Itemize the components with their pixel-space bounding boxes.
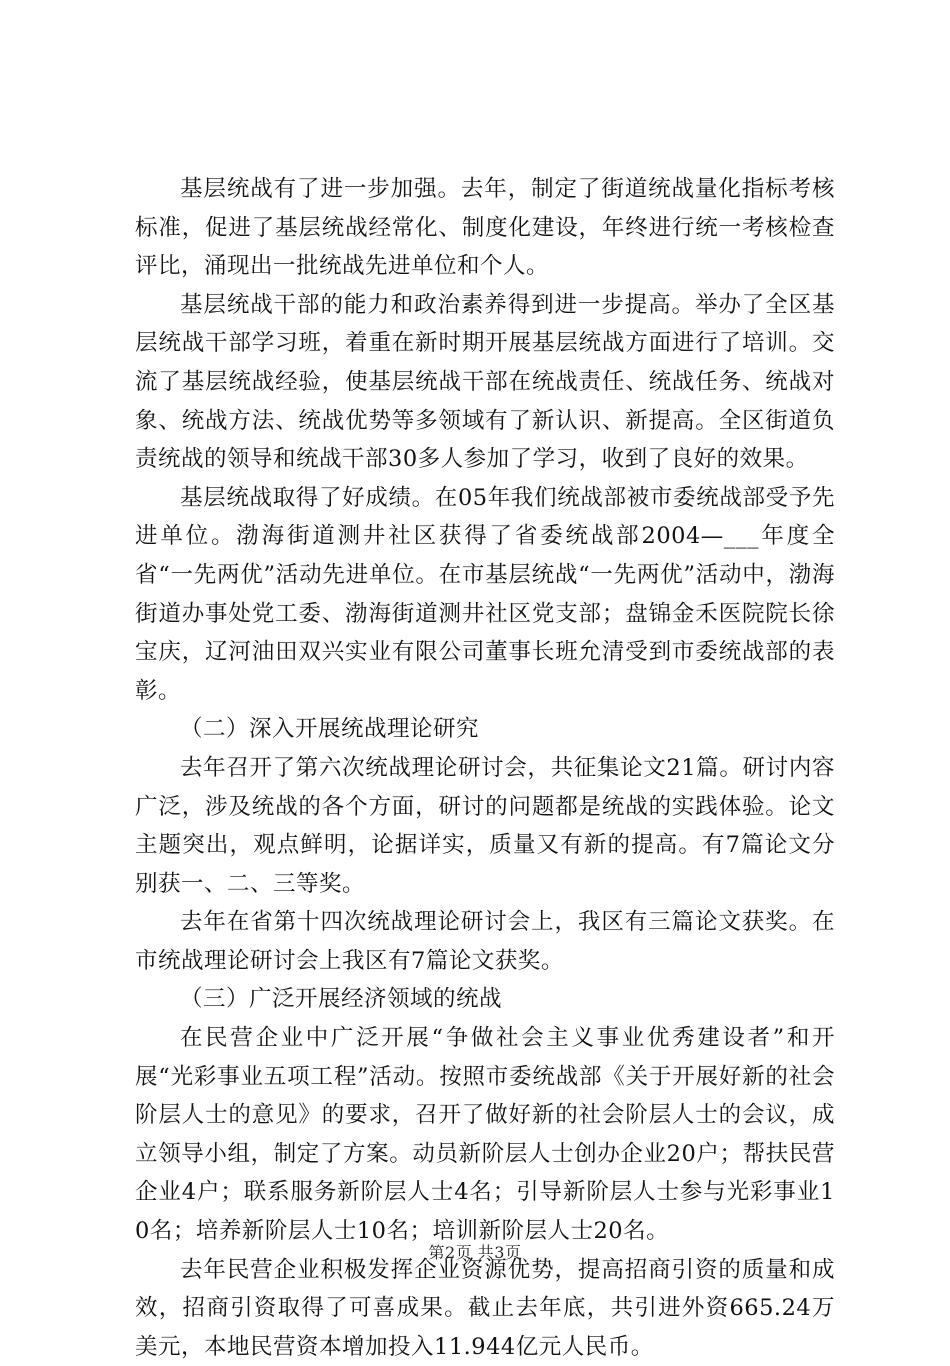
paragraph-investment: 去年民营企业积极发挥企业资源优势，提高招商引资的质量和成效，招商引资取得了可喜成果。截止去年底，共引进外资665.24万美元，本地民营资本增加投入11.944亿元人民币。	[135, 1256, 835, 1360]
paragraph-private-enterprise: 在民营企业中广泛开展“争做社会主义事业优秀建设者”和开展“光彩事业五项工程”活动。按照市委统战部《关于开展好新的社会阶层人士的意见》的要求，召开了做好新的社会阶层人士的会议，成立领导小组，制定了方案。动员新阶层人士创办企业20户；帮扶民营企业4户；联系服务新阶层人士4名；引导新阶层人士参与光彩事业10名；培养新阶层人士10名；培训新阶层人士20名。	[135, 1025, 835, 1245]
page-number-footer: 第2页 共3页	[428, 1243, 522, 1262]
section-heading-economic-field: （三）广泛开展经济领域的统战	[180, 986, 503, 1013]
paragraph-grassroots-strengthened: 基层统战有了进一步加强。去年，制定了街道统战量化指标考核标准，促进了基层统战经常化、制度化建设，年终进行统一考核检查评比，涌现出一批统战先进单位和个人。	[135, 176, 835, 280]
paragraph-provincial-awards: 去年在省第十四次统战理论研讨会上，我区有三篇论文获奖。在市统战理论研讨会上我区有7篇论文获奖。	[135, 909, 835, 974]
document-body	[135, 170, 835, 1366]
section-heading-theory-research: （二）深入开展统战理论研究	[180, 716, 480, 743]
paragraph-theory-seminar: 去年召开了第六次统战理论研讨会，共征集论文21篇。研讨内容广泛，涉及统战的各个方面，研讨的问题都是统战的实践体验。论文主题突出，观点鲜明，论据详实，质量又有新的提高。有7篇论文分别获一、二、三等奖。	[135, 754, 835, 897]
paragraph-achievements: 基层统战取得了好成绩。在05年我们统战部被市委统战部受予先进单位。渤海街道测井社区获得了省委统战部2004—___年度全省“一先两优”活动先进单位。在市基层统战“一先两优”活动中，渤海街道办事处党工委、渤海街道测井社区党支部；盘锦金禾医院院长徐宝庆，辽河油田双兴实业有限公司董事长班允清受到市委统战部的表彰。	[135, 484, 835, 704]
paragraph-cadre-training: 基层统战干部的能力和政治素养得到进一步提高。举办了全区基层统战干部学习班，着重在新时期开展基层统战方面进行了培训。交流了基层统战经验，使基层统战干部在统战责任、统战任务、统战对象、统战方法、统战优势等多领域有了新认识、新提高。全区街道负责统战的领导和统战干部30多人参加了学习，收到了良好的效果。	[135, 291, 835, 473]
